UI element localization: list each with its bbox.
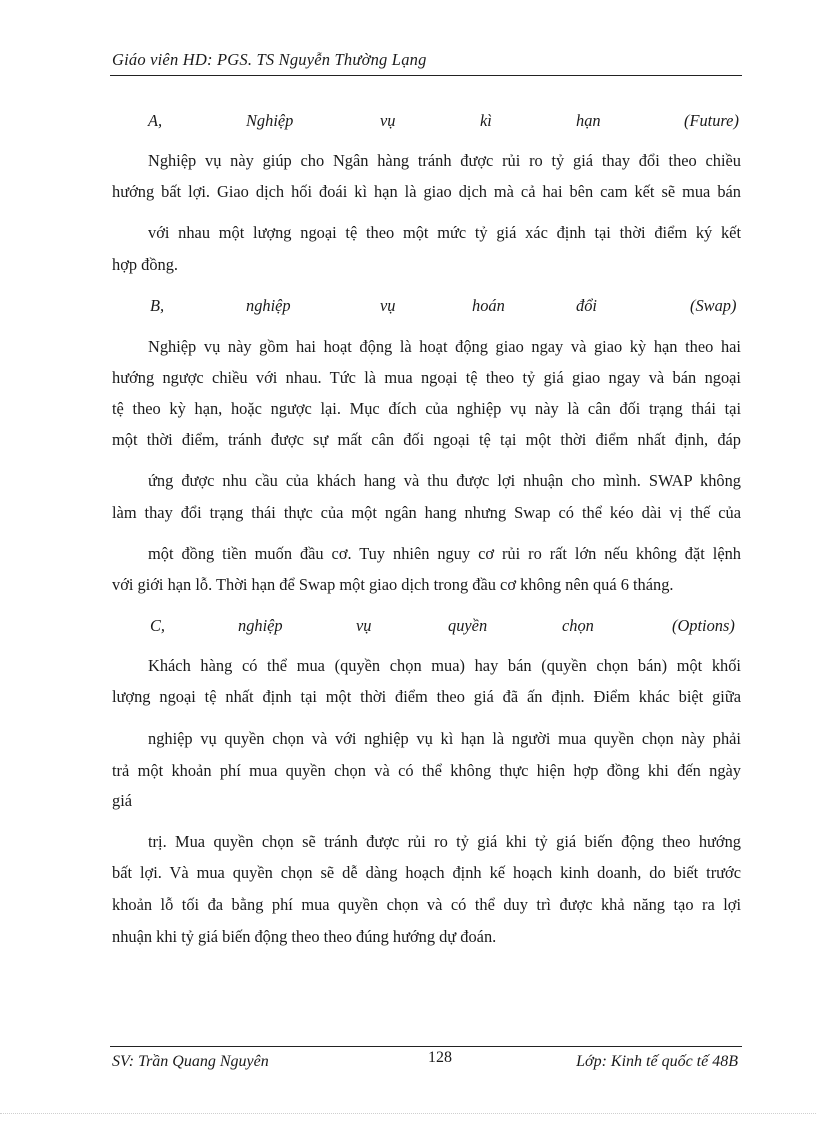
footer-divider — [110, 1046, 742, 1047]
paragraph-line: giá — [112, 791, 133, 810]
paragraph-line: với nhau một lượng ngoại tệ theo một mức tỷ giá xác định tại thời điểm ký kết — [148, 223, 741, 242]
heading-word: (Future) — [684, 111, 739, 130]
footer-class: Lớp: Kinh tế quốc tế 48B — [576, 1053, 738, 1070]
paragraph-line: một thời điểm, tránh được sự mất cân đối ngoại tệ tại một thời điểm nhất định, đáp — [112, 430, 741, 449]
paragraph-line: với giới hạn lỗ. Thời hạn để Swap một giao dịch trong đầu cơ không nên quá 6 tháng. — [112, 575, 674, 594]
heading-word: B, — [150, 296, 165, 315]
header-divider — [110, 75, 742, 76]
heading-word: hạn — [576, 111, 601, 130]
heading-word: vụ — [380, 111, 396, 130]
paragraph-line: nhuận khi tỷ giá biến động theo theo đúng hướng dự đoán. — [112, 927, 497, 946]
paragraph-line: hướng bất lợi. Giao dịch hối đoái kì hạn là giao dịch mà cả hai bên cam kết sẽ mua bán — [112, 182, 741, 201]
paragraph-line: làm thay đổi trạng thái thực của một ngân hang nhưng Swap có thể kéo dài vị thế của — [112, 503, 741, 522]
paragraph-line: trả một khoản phí mua quyền chọn và có thể không thực hiện hợp đồng khi đến ngày — [112, 761, 741, 780]
paragraph-line: hợp đồng. — [112, 255, 179, 274]
heading-word: C, — [150, 616, 166, 635]
heading-word: A, — [148, 111, 163, 130]
heading-word: quyền — [448, 616, 488, 635]
paragraph-line: bất lợi. Và mua quyền chọn sẽ dễ dàng hoạch định kế hoạch kinh doanh, do biết trước — [112, 863, 741, 882]
paragraph-line: Khách hàng có thể mua (quyền chọn mua) hay bán (quyền chọn bán) một khối — [148, 656, 741, 675]
heading-word: nghiệp — [246, 296, 291, 315]
paragraph-line: khoản lỗ tối đa bằng phí mua quyền chọn và có thể duy trì được khả năng tạo ra lợi — [112, 895, 741, 914]
paragraph-line: Nghiệp vụ này giúp cho Ngân hàng tránh được rủi ro tỷ giá thay đổi theo chiều — [148, 151, 741, 170]
paragraph-line: trị. Mua quyền chọn sẽ tránh được rủi ro tỷ giá khi tỷ giá biến động theo hướng — [148, 832, 741, 851]
paragraph-line: lượng ngoại tệ nhất định tại một thời điểm theo giá đã ấn định. Điểm khác biệt giữa — [112, 687, 741, 706]
page-header: Giáo viên HD: PGS. TS Nguyễn Thường Lạng — [112, 50, 427, 69]
footer-student: SV: Trần Quang Nguyên — [112, 1053, 269, 1070]
heading-word: vụ — [380, 296, 396, 315]
paragraph-line: Nghiệp vụ này gồm hai hoạt động là hoạt động giao ngay và giao kỳ hạn theo hai — [148, 337, 741, 356]
heading-word: chọn — [562, 616, 594, 635]
page-number: 128 — [428, 1049, 452, 1066]
paragraph-line: nghiệp vụ quyền chọn và với nghiệp vụ kì hạn là người mua quyền chọn này phải — [148, 729, 741, 748]
page-edge-divider — [0, 1113, 816, 1114]
paragraph-line: một đồng tiền muốn đầu cơ. Tuy nhiên nguy cơ rủi ro rất lớn nếu không đặt lệnh — [148, 544, 741, 563]
heading-word: (Options) — [672, 616, 735, 635]
heading-word: Nghiệp — [246, 111, 294, 130]
heading-word: nghiệp — [238, 616, 283, 635]
heading-word: vụ — [356, 616, 372, 635]
paragraph-line: hướng ngược chiều với nhau. Tức là mua ngoại tệ theo tỷ giá giao ngay và bán ngoại — [112, 368, 741, 387]
heading-word: kì — [480, 111, 492, 130]
paragraph-line: ứng được nhu cầu của khách hang và thu được lợi nhuận cho mình. SWAP không — [148, 471, 741, 490]
heading-word: hoán — [472, 296, 505, 315]
heading-word: (Swap) — [690, 296, 737, 315]
heading-word: đổi — [576, 296, 597, 315]
paragraph-line: tệ theo kỳ hạn, hoặc ngược lại. Mục đích của nghiệp vụ này là cân đối trạng thái tại — [112, 399, 741, 418]
